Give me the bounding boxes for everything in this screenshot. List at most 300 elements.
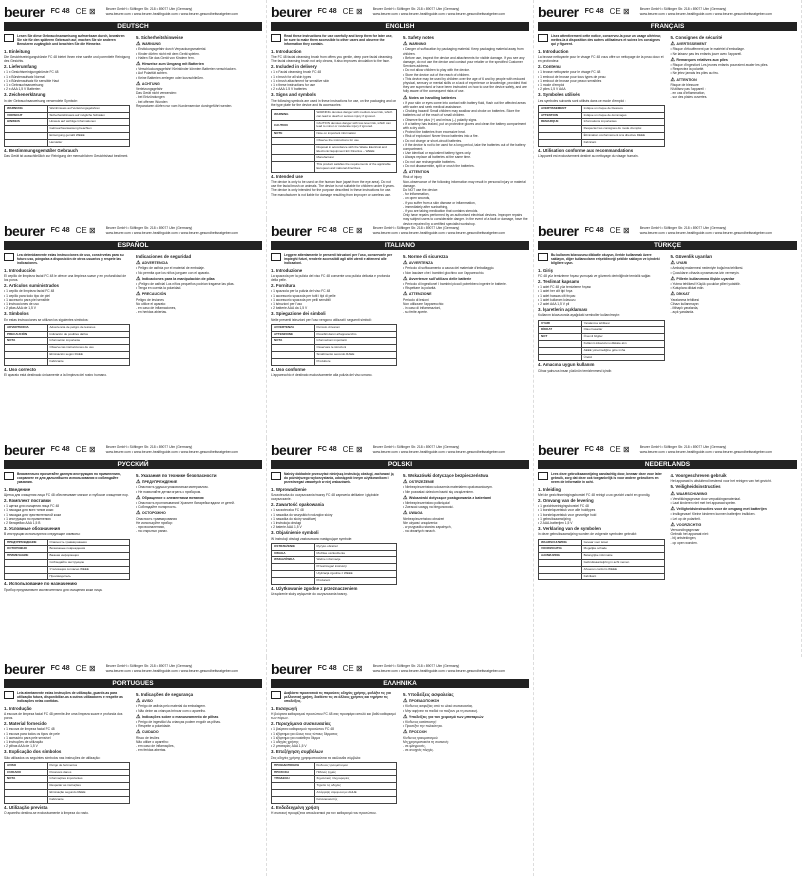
symbol-label: OSTRZEŻENIE <box>272 543 315 550</box>
symbol-row <box>5 331 130 338</box>
section-line: No utilice el aparato: <box>136 301 167 306</box>
symbol-description: Belangrijke informatie <box>581 553 664 560</box>
book-icon <box>538 253 548 261</box>
section-line: Μη χρησιμοποιείτε τη συσκευή: <box>403 739 449 744</box>
panel-header <box>271 660 529 677</box>
symbol-label: WSKAZÓWKA <box>272 557 315 564</box>
read-instructions-note <box>4 472 130 485</box>
symbol-row <box>5 112 130 119</box>
symbol-row <box>539 112 665 119</box>
symbol-description: Gebrauchsanweisung beachten <box>47 126 130 133</box>
warning-heading: ⚠ AVISO <box>136 699 262 703</box>
symbol-label <box>5 133 48 140</box>
section-line: Les symboles suivants sont utilisés dans ce mode d'emploi : <box>538 98 626 103</box>
section-line: - bei Entzündungen <box>136 95 165 100</box>
symbol-description: Disposal in accordance with the Waste Electrical and Electronic Equipment EC Directive – WEEE <box>314 144 397 155</box>
section-line: • 1 gebruiksaanwijzing <box>538 516 571 521</box>
symbol-label: UYARI <box>539 320 582 327</box>
symbol-description: Опасность травмирования <box>47 539 130 546</box>
symbol-label: ΠΡΟΣΟΧΗ <box>272 769 315 776</box>
section-line: • Protect the batteries from excessive heat. <box>403 130 466 135</box>
web-line: www.beurer.com • www.beurer-healthguide.com • www.beurer-gesundheitsratgeber.com <box>639 230 772 235</box>
section-heading: 3. Explicação dos símbolos <box>4 749 62 755</box>
section-line: Peligro de lesiones <box>136 297 164 302</box>
note-text: Lisez attentivement cette notice, conservez-la pour un usage ultérieur, mettez-la à disposition des autres utilisateurs et suivez les consignes qui y figurent. <box>551 34 662 47</box>
symbol-row <box>272 138 397 145</box>
section-line: El cepillo de limpieza facial FC 48 le ofrece una limpieza suave y en profundidad de los poros. <box>4 273 127 283</box>
section-line: • 1 instrucciones de uso <box>4 302 39 307</box>
symbol-row <box>272 331 397 338</box>
panel-body <box>4 253 262 377</box>
symbol-description: Mogelijke schade <box>581 546 664 553</box>
left-column <box>271 253 397 377</box>
warning-heading: ⚠ AVVERTENZA <box>403 261 529 265</box>
section-line: • 1 x these instructions for use <box>271 83 316 88</box>
language-title: NEDERLANDS <box>538 460 797 469</box>
section-line: • Μην αφήνετε τα παιδιά να παίζουν με τη συσκευή. <box>403 708 478 713</box>
model-number: FC 48 <box>50 665 70 672</box>
panel-body <box>271 691 529 815</box>
symbol-description: Fabrikant <box>581 573 664 580</box>
section-line: • 2 pilas AAA de 1,5 V <box>4 306 36 311</box>
language-panel <box>0 0 267 219</box>
section-line: • Опасность удушья упаковочным материалом. <box>136 485 209 490</box>
manufacturer-address <box>373 7 505 16</box>
section-line: • If your skin or eyes come into contact with battery fluid, flush out the affected areas with water and seek medical assistance. <box>403 100 526 110</box>
symbol-description: Olası hasarlar <box>581 327 664 334</box>
section-line: • 1 embout de brosse pour peaux sensibles <box>538 78 602 83</box>
section-line: • Risque d'ingestion! Les jeunes enfants pourraient avaler les piles. <box>670 63 769 68</box>
warning-heading: ⚠ ACHTUNG <box>136 82 262 86</box>
section-heading: 5. Consignes de sécurité <box>670 35 723 40</box>
section-line: • Do not use rechargeable batteries. <box>403 159 456 164</box>
symbol-row <box>539 334 665 341</box>
manufacturer-address <box>640 226 772 235</box>
section-heading: 4. Использование по назначению <box>4 581 78 587</box>
symbols-table <box>4 324 130 366</box>
panel-body <box>538 34 797 158</box>
symbol-description: Observe las instrucciones de uso <box>47 345 130 352</box>
note-text: Lesen Sie diese Gebrauchsanweisung aufmerksam durch, bewahren Sie sie für den späteren Gebrauch auf, machen Sie sie anderen Benutzern zugänglich und beachten Sie die Hinweise. <box>17 34 125 47</box>
book-icon <box>4 253 14 261</box>
panel-body <box>271 472 529 596</box>
symbol-description: Przestrzegać instrukcji <box>314 564 397 571</box>
symbol-label <box>272 790 315 797</box>
symbol-label <box>5 358 48 365</box>
section-line: - açık yaralarda. <box>670 310 695 315</box>
symbols-table <box>271 324 397 366</box>
section-line: Não utilize o aparelho: <box>136 739 169 744</box>
section-line: Only have repairs performed by an authorised electrical devices. Improper repairs may subject users to considerable danger. In the event of a fault or damage, have the device repaired by a certified specialist workshop. <box>403 213 528 226</box>
read-instructions-note <box>4 253 130 266</box>
address-line: Beurer GmbH • Söflinger Str. 218 • 89077 Ulm (Germany) <box>639 445 727 449</box>
panel-body <box>4 472 262 592</box>
ce-weee-marks: CE ⊠ <box>75 664 96 673</box>
brand-logo: beurer <box>538 222 579 239</box>
book-icon <box>538 472 548 480</box>
section-line: • Respectez la polarité. <box>670 67 705 72</box>
symbol-row <box>5 762 130 769</box>
section-line: • Опасность проглатывания! Храните батарейки вдали от детей. <box>136 501 235 506</box>
section-heading: 5. Norme di sicurezza <box>403 254 448 259</box>
read-instructions-note <box>271 472 397 485</box>
symbol-label <box>272 796 315 803</box>
section-line: Het apparaat is uitsluitend bestemd voor het reinigen van het gezicht. <box>670 479 772 484</box>
manufacturer-address <box>373 445 505 454</box>
symbols-table <box>538 105 665 147</box>
symbol-description: Manufacturer <box>314 155 397 162</box>
language-panel <box>534 0 802 219</box>
symbol-description: Πιθανές ζημιές <box>314 769 397 776</box>
book-icon <box>271 691 281 699</box>
ce-weee-marks: CE ⊠ <box>342 664 363 673</box>
section-heading: 1. Introduction <box>538 48 569 54</box>
symbol-row <box>272 352 397 359</box>
address-line: Beurer GmbH • Söflinger Str. 218 • 89077 Ulm (Germany) <box>105 445 193 449</box>
symbol-row <box>5 573 130 580</box>
symbol-row <box>5 126 130 133</box>
section-line: • Risk of explosion! Never throw batteries into a fire. <box>403 134 479 139</box>
language-panel <box>0 438 267 657</box>
symbol-description: Üretici <box>581 354 664 361</box>
section-line: • Pericolo di ingestione! I bambini piccoli potrebbero ingerire le batterie. <box>403 282 507 287</box>
section-heading: 5. Υποδείξεις ασφαλείας <box>403 692 454 697</box>
section-line: • 1 щетка для очищения лица FC 48 <box>4 504 60 509</box>
section-heading: 4. Utilização prevista <box>4 804 48 810</box>
symbol-label <box>272 564 315 571</box>
symbol-label: NOTA <box>5 338 48 345</box>
model-number: FC 48 <box>317 446 337 453</box>
section-line: - w przypadku stanów zapalnych, <box>403 525 452 530</box>
warning-heading: ⚠ Remarques relatives aux piles <box>671 58 798 62</box>
section-line: Die Gesichtsreinigungsbürste FC 48 bietet Ihnen eine sanfte und porentiefe Reinigung des Gesichts. <box>4 54 130 64</box>
symbol-label <box>5 352 48 359</box>
section-line: • Соблюдайте полярность. <box>136 505 177 510</box>
web-line: www.beurer.com • www.beurer-healthguide.com • www.beurer-gesundheitsratgeber.com <box>372 449 505 454</box>
section-line: • Kinder dürfen nicht mit dem Gerät spielen. <box>136 51 200 56</box>
section-line: • 2 AAA-batterijen 1,5 V <box>538 521 573 526</box>
brand-logo: beurer <box>4 3 45 20</box>
symbol-description: Απόρριψη σύμφωνα με ΑΗΗΕ <box>314 790 397 797</box>
symbol-description: Важная информация <box>47 553 130 560</box>
right-column <box>136 34 262 158</box>
left-column <box>4 472 130 592</box>
symbol-label <box>5 783 48 790</box>
read-instructions-note <box>4 691 130 704</box>
section-line: • 1 cepillo de limpieza facial FC 48 <box>4 289 55 294</box>
symbol-description: Respeitar as instruções <box>47 783 130 790</box>
symbol-description: Утилизация согласно WEEE <box>47 566 130 573</box>
symbol-label: WARNING <box>272 110 315 121</box>
symbol-description: Possibili danni all'apparecchio <box>314 331 397 338</box>
symbol-description: Eliminación según RAEE <box>47 352 130 359</box>
symbol-label: HINWEIS <box>5 119 48 126</box>
symbol-label <box>5 566 48 573</box>
language-panel <box>267 219 534 438</box>
book-icon <box>271 472 281 480</box>
symbol-description: Perigo de ferimentos <box>47 762 130 769</box>
book-icon <box>271 34 281 42</box>
symbol-label: AVERTISSEMENT <box>539 105 582 112</box>
panel-body <box>538 472 797 582</box>
warning-heading: ⚠ OSTRZEŻENIE <box>403 480 529 484</box>
symbol-description: Fabricante <box>47 358 130 365</box>
section-line: Das Gerät nicht verwenden: <box>136 91 177 96</box>
section-line: - su ferite aperte. <box>403 310 428 315</box>
section-heading: 5. Safety notes <box>403 35 434 40</box>
panel-body <box>538 253 797 373</box>
section-heading: 4. Uso conforme <box>271 366 306 372</box>
symbol-row <box>272 131 397 138</box>
note-text: Lees deze gebruiksaanwijzing aandachtig door, bewaar deze voor later gebruik, zorg dat deze ook toegankelijk is voor andere gebruikers en neem de informatie in acht. <box>551 472 662 485</box>
symbol-label <box>5 796 48 803</box>
symbol-row <box>272 783 397 790</box>
symbol-row <box>539 573 665 580</box>
symbol-description: Osservare le istruzioni <box>314 345 397 352</box>
section-line: In deze gebruiksaanwijzing worden de volgende symbolen gebruikt: <box>538 532 637 537</box>
symbol-row <box>272 543 397 550</box>
read-instructions-note <box>271 691 397 704</box>
panel-header <box>4 441 262 458</box>
symbol-description: WARNING denotes danger with medium-level risk, which can lead to death or serious injury if ignored. <box>314 110 397 121</box>
model-number: FC 48 <box>584 446 604 453</box>
symbol-description: Ważne informacje <box>314 557 397 564</box>
book-icon <box>4 34 14 42</box>
symbol-row <box>539 327 665 334</box>
symbol-description: Hersteller <box>47 139 130 146</box>
panel-body <box>271 253 529 377</box>
section-line: • Ne laissez pas les enfants jouer avec l'appareil. <box>670 51 742 56</box>
section-line: Do NOT use the device: <box>403 187 439 192</box>
symbol-label: NOTA <box>272 338 315 345</box>
section-line: Η βούρτσα καθαρισμού προσώπου FC 48 σας προσφέρει απαλό και βαθύ καθαρισμό των πόρων. <box>271 711 396 721</box>
symbol-label: WAARSCHUWING <box>539 539 582 546</box>
symbol-label <box>5 139 48 146</box>
panel-body <box>4 34 262 158</box>
symbol-row <box>539 354 665 361</box>
manufacturer-address <box>373 226 505 235</box>
manufacturer-address <box>640 7 772 16</box>
warning-heading: ⚠ WARNING <box>403 42 529 46</box>
section-line: - em feridas abertas. <box>136 748 167 753</box>
section-heading: Indicaciones de seguridad <box>136 254 192 259</box>
symbol-label <box>272 138 315 145</box>
symbol-label <box>5 790 48 797</box>
section-heading: 1. Εισαγωγή <box>271 705 298 711</box>
section-heading: 4. Amacına uygun kullanım <box>538 362 595 368</box>
symbol-row <box>272 564 397 571</box>
web-line: www.beurer.com • www.beurer-healthguide.com • www.beurer-gesundheitsratgeber.com <box>372 230 505 235</box>
section-line: Kullanım kılavuzunda aşağıdaki semboller kullanılmıştır: <box>538 313 620 318</box>
section-line: • 1 adet kullanım kılavuzu <box>538 297 576 302</box>
symbol-description: Possíveis danos <box>47 769 130 776</box>
warning-heading: ⚠ VOORZICHTIG <box>671 523 798 527</box>
language-panel <box>267 657 534 876</box>
language-panel <box>534 438 802 657</box>
warning-heading: ⚠ ADVERTENCIA <box>136 261 262 265</box>
section-heading: 5. Güvenlik uyarıları <box>670 254 713 259</box>
section-line: - σε ανοιχτές πληγές. <box>403 748 434 753</box>
section-line: - iltihaplı yaralarda, <box>670 306 699 311</box>
symbol-label: VOORZICHTIG <box>539 546 582 553</box>
symbol-description: Respectez les consignes du mode d'emploi <box>581 126 664 133</box>
section-line: • 1 βούρτσα καθαρισμού προσώπου FC 48 <box>271 727 334 732</box>
web-line: www.beurer.com • www.beurer-healthguide.com • www.beurer-gesundheitsratgeber.com <box>105 230 238 235</box>
section-line: L'appareil est exclusivement destiné au nettoyage du visage humain. <box>538 153 639 158</box>
model-number: FC 48 <box>584 227 604 234</box>
symbol-description: Τηρείτε τις οδηγίες <box>314 783 397 790</box>
section-line: • 1 εξάρτημα για όλους τους τύπους δέρματος <box>271 731 338 736</box>
right-column <box>403 691 529 815</box>
warning-heading: ⚠ CUIDADO <box>136 730 262 734</box>
warning-heading: ⚠ ATTENTION <box>671 78 798 82</box>
symbol-description: Utylizacja zgodnie z WEEE <box>314 571 397 578</box>
section-heading: 5. Indicações de segurança <box>136 692 194 697</box>
symbol-label <box>272 571 315 578</box>
symbol-label: ΥΠΟΔΕΙΞΗ <box>272 776 315 783</box>
section-heading: 4. Bestimmungsgemäßer Gebrauch <box>4 147 78 153</box>
section-line: • Κίνδυνος κατάποσης! <box>403 720 437 725</box>
section-line: • Laat kinderen niet met het apparaat spelen. <box>670 501 737 506</box>
symbol-label: ΠΡΟΕΙΔΟΠΟΙΗΣΗ <box>272 762 315 769</box>
model-number: FC 48 <box>317 8 337 15</box>
symbol-label <box>539 347 582 354</box>
section-line: • Nie pozwalać dzieciom bawić się urządzeniem. <box>403 489 474 494</box>
left-column <box>4 253 130 377</box>
symbol-row <box>5 796 130 803</box>
symbol-description: Informações importantes <box>47 776 130 783</box>
section-heading: 2. Lieferumfang <box>4 64 37 70</box>
section-line: L'apparecchio è destinato esclusivamente alla pulizia del viso umano. <box>271 372 373 377</box>
section-line: • 1 brosse nettoyante pour le visage FC 48 <box>538 70 601 75</box>
symbol-description: This product satisfies the requirements of the applicable European and national directives. <box>314 162 397 173</box>
brand-logo: beurer <box>4 441 45 458</box>
section-line: • Do not allow children to play with the device. <box>403 68 470 73</box>
address-line: Beurer GmbH • Söflinger Str. 218 • 89077 Ulm (Germany) <box>105 7 193 11</box>
symbol-row <box>539 560 665 567</box>
warning-heading: ⚠ ΠΡΟΕΙΔΟΠΟΙΗΣΗ <box>403 699 529 703</box>
symbols-table <box>271 543 397 585</box>
left-column <box>271 691 397 815</box>
book-icon <box>4 472 14 480</box>
language-title: РУССКИЙ <box>4 460 262 469</box>
section-line: • 1 borstelopzetstuk voor gevoelige huid <box>538 512 597 517</box>
section-line: • 2 adet AAA 1,5 V pil <box>538 302 570 307</box>
section-line: Met de gezichtsreinigingsborstel FC 48 reinigt u uw gezicht zacht en grondig. <box>538 492 651 497</box>
section-line: • Çocukların cihazla oynamasına izin vermeyin. <box>670 270 740 275</box>
symbol-row <box>272 571 397 578</box>
section-line: Gebruik het apparaat niet: <box>670 532 709 537</box>
note-text: Внимательно прочитайте данную инструкцию по применению, сохраните ее для дальнейшего использования и соблюдайте указания. <box>17 472 121 485</box>
symbol-label <box>272 783 315 790</box>
address-line: Beurer GmbH • Söflinger Str. 218 • 89077 Ulm (Germany) <box>372 445 460 449</box>
section-line: • 1 accessorio spazzola per tutti i tipi di pelle <box>271 293 336 298</box>
panel-body <box>4 691 262 815</box>
section-heading: 2. Included in delivery <box>271 64 317 70</box>
warning-heading: ⚠ AVERTISSEMENT <box>671 42 798 46</box>
brand-logo: beurer <box>4 660 45 677</box>
brand-logo: beurer <box>271 660 312 677</box>
section-line: La brosse nettoyante pour le visage FC 48 vous offre un nettoyage de la peau doux et en profondeur. <box>538 54 664 64</box>
section-line: W instrukcji obsługi zastosowano następujące symbole: <box>271 536 353 541</box>
section-line: • 2 piles 1,5 V AAA <box>538 87 566 92</box>
section-line: • Peligro de asfixia por el material de embalaje. <box>136 266 205 271</box>
symbol-row <box>272 155 397 162</box>
panel-header <box>271 3 529 20</box>
section-line: • 1 nasadka do wszystkich rodzajów skóry <box>271 512 333 517</box>
address-line: Beurer GmbH • Söflinger Str. 218 • 89077 Ulm (Germany) <box>105 226 193 230</box>
section-line: • Respeite a polaridade. <box>136 724 172 729</box>
section-line: • Use identical or equivalent battery types only. <box>403 151 472 156</box>
section-line: • 1 accessorio spazzola per pelli sensibili <box>271 297 331 302</box>
ce-weee-marks: CE ⊠ <box>609 445 630 454</box>
section-line: São utilizados os seguintes símbolos nas instruções de utilização: <box>4 755 101 760</box>
address-line: Beurer GmbH • Söflinger Str. 218 • 89077 Ulm (Germany) <box>372 664 460 668</box>
section-line: • Не позволяйте детям играть с прибором. <box>136 489 202 494</box>
section-line: - при воспалениях, <box>136 525 165 530</box>
section-line: The device is only intended for the purpose described in these instructions for use. The manufacturer is not liable for damage resulting from improper or careless use. <box>271 188 392 197</box>
section-line: Щетка для очищения лица FC 48 обеспечивает мягкое и глубокое очищение пор. <box>4 492 129 497</box>
symbol-row <box>272 550 397 557</box>
manufacturer-address <box>106 664 238 673</box>
symbol-row <box>272 796 397 803</box>
symbol-description: Observe the instructions for use <box>314 138 397 145</box>
symbol-label: VORSICHT <box>5 112 48 119</box>
symbol-label <box>5 126 48 133</box>
section-line: Risque de blessure <box>670 82 699 87</box>
panel-body <box>271 34 529 226</box>
section-line: La spazzola per la pulizia del viso FC 48 consente una pulizia delicata e profonda della pelle. <box>271 273 390 283</box>
section-line: • Perigo de asfixia pelo material da embalagem. <box>136 704 206 709</box>
manufacturer-address <box>106 226 238 235</box>
section-heading: 2. Material fornecido <box>4 721 47 727</box>
section-line: - sur des plaies ouvertes. <box>670 95 708 100</box>
section-line: - op open wonden. <box>670 540 698 545</box>
section-line: O aparelho destina-se exclusivamente à limpeza do rosto. <box>4 810 89 815</box>
symbol-label: DİKKAT <box>539 327 582 334</box>
warning-heading: ⚠ UYARI <box>671 261 798 265</box>
symbol-description: Соблюдайте инструкцию <box>47 560 130 567</box>
section-line: • No permita que los niños jueguen con el aparato. <box>136 270 210 275</box>
manufacturer-address <box>106 7 238 16</box>
symbol-description: Gevaar voor letsel <box>581 539 664 546</box>
right-column <box>136 691 262 815</box>
section-line: - на открытых ранах. <box>136 529 168 534</box>
symbol-label: WARNUNG <box>5 105 48 112</box>
symbol-label: NOTE <box>272 131 315 138</box>
language-panel <box>0 219 267 438</box>
section-line: • 1 насадка для всех типов кожи <box>4 508 54 513</box>
symbol-description: Önemli bilgiler <box>581 334 664 341</box>
section-line: El aparato está destinado únicamente a la limpieza del rostro humano. <box>4 372 107 377</box>
section-line: • Verschluckungsgefahr! Kleinkinder könnten Batterien verschlucken. <box>136 67 237 72</box>
section-heading: 3. Επεξήγηση συμβόλων <box>271 749 324 755</box>
warning-heading: ⚠ Indicações sobre o manuseamento de pilhas <box>136 715 262 719</box>
section-line: • 2 x AAA 1.5 V batteries <box>271 87 307 92</box>
symbols-table <box>538 320 665 362</box>
section-heading: 1. Inleiding <box>538 486 561 492</box>
section-heading: 3. Verklaring van de symbolen <box>538 526 601 532</box>
symbol-label <box>539 566 582 573</box>
symbol-description: Información importante <box>47 338 130 345</box>
section-line: N'utilisez pas l'appareil : <box>670 87 706 92</box>
manufacturer-address <box>373 664 505 673</box>
section-line: - if you are taking medication that contains steroids. <box>403 208 479 213</box>
section-line: • 1 acessório para pele sensível <box>4 735 51 740</box>
model-number: FC 48 <box>584 8 604 15</box>
manufacturer-address <box>640 445 772 454</box>
section-heading: 1. Introducción <box>4 267 36 273</box>
